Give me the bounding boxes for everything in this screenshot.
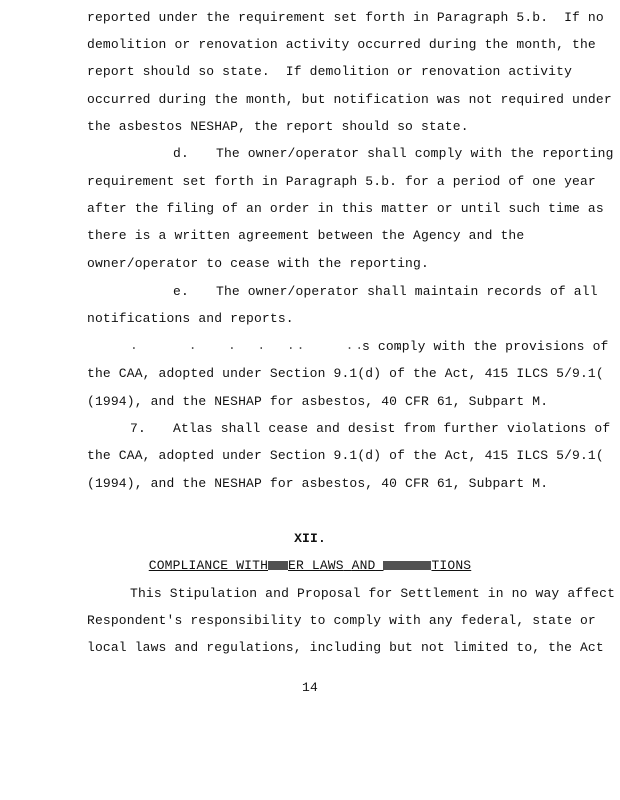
section-title-part: TIONS	[431, 558, 472, 573]
text-line: reported under the requirement set forth in Paragraph 5.b. If no	[87, 10, 604, 25]
section-number: XII.	[294, 531, 326, 546]
redaction-mark	[268, 561, 288, 570]
text-line: notifications and reports.	[87, 311, 294, 326]
item-marker: 7.	[130, 421, 146, 436]
redaction-mark	[383, 561, 431, 570]
page-number: 14	[302, 680, 318, 695]
text-line: The owner/operator shall maintain records of all	[216, 284, 598, 299]
section-title-part: AND	[351, 558, 376, 573]
section-title-part: COMPLIANCE WITH	[148, 558, 269, 573]
text-line: s comply with the provisions of	[362, 339, 609, 354]
text-line: the asbestos NESHAP, the report should so state.	[87, 119, 469, 134]
section-title-part: ER LAWS	[288, 558, 344, 573]
item-marker: e.	[173, 284, 189, 299]
text-line: This Stipulation and Proposal for Settlement in no way affect	[130, 586, 616, 601]
item-marker: d.	[173, 146, 189, 161]
section-title	[0, 558, 620, 574]
faded-text: . . . . .. .. .	[130, 338, 405, 353]
text-line: occurred during the month, but notification was not required under	[87, 92, 612, 107]
text-line: report should so state. If demolition or renovation activity	[87, 64, 573, 79]
text-line: the CAA, adopted under Section 9.1(d) of the Act, 415 ILCS 5/9.1(	[87, 448, 604, 463]
text-line: demolition or renovation activity occurred during the month, the	[87, 37, 596, 52]
text-line: there is a written agreement between the Agency and the	[87, 228, 525, 243]
text-line: (1994), and the NESHAP for asbestos, 40 CFR 61, Subpart M.	[87, 476, 549, 491]
text-line: the CAA, adopted under Section 9.1(d) of the Act, 415 ILCS 5/9.1(	[87, 366, 604, 381]
text-line: (1994), and the NESHAP for asbestos, 40 CFR 61, Subpart M.	[87, 394, 549, 409]
text-line: Respondent's responsibility to comply with any federal, state or	[87, 613, 596, 628]
text-line: after the filing of an order in this matter or until such time as	[87, 201, 604, 216]
text-line: requirement set forth in Paragraph 5.b. for a period of one year	[87, 174, 596, 189]
text-line: The owner/operator shall comply with the reporting	[216, 146, 614, 161]
text-line: owner/operator to cease with the reporting.	[87, 256, 429, 271]
text-line: local laws and regulations, including but not limited to, the Act	[87, 640, 604, 655]
text-line: Atlas shall cease and desist from further violations of	[173, 421, 611, 436]
